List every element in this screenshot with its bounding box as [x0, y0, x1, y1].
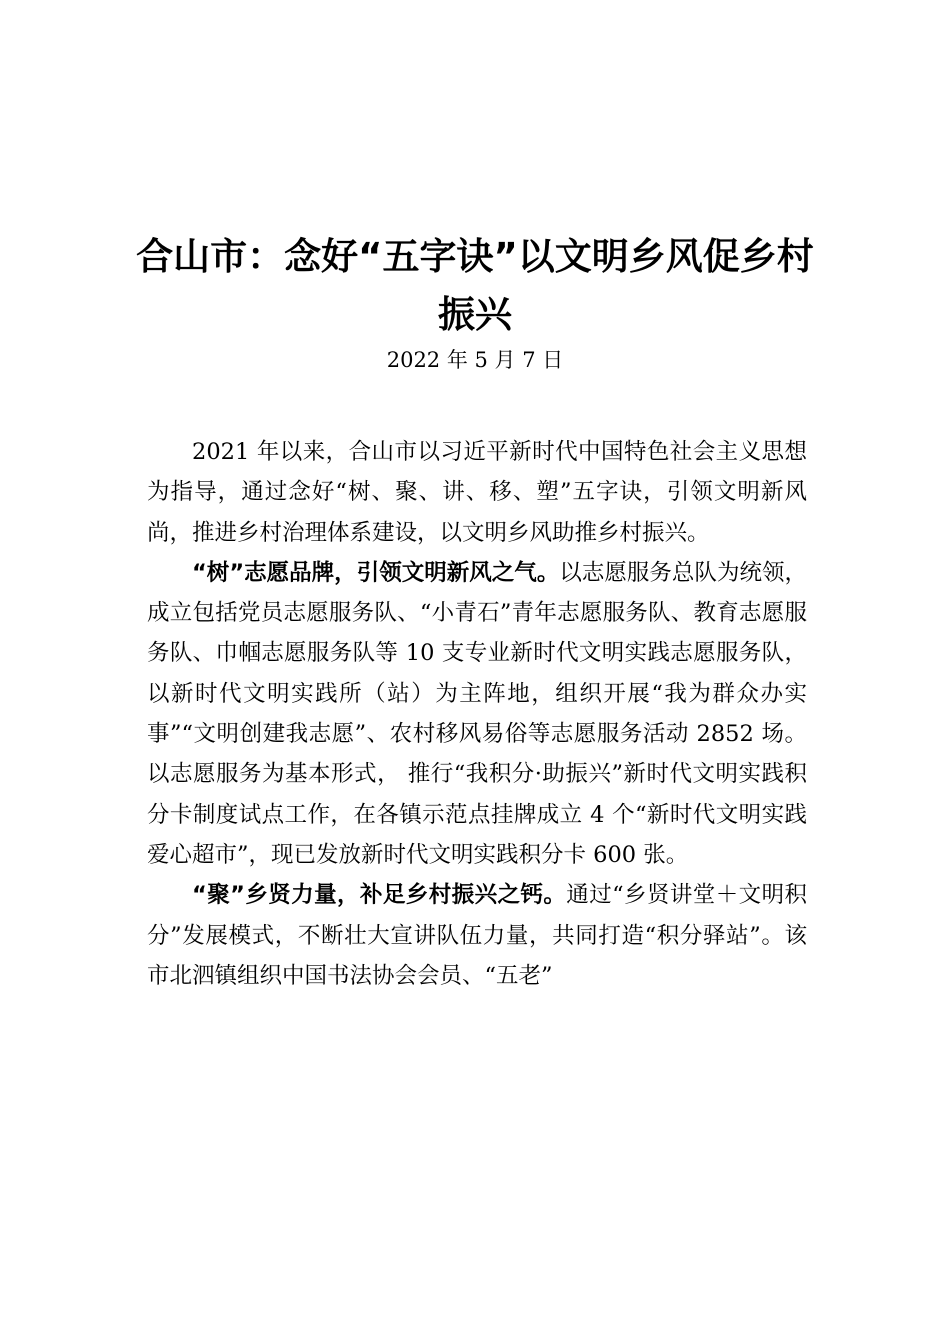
paragraph-text: 通过“乡贤讲堂＋文明积分”发展模式，不断壮大宣讲队伍力量，共同打造“积分驿站”。该市北泗镇组织中国书法协会会员、“五老”: [147, 882, 807, 989]
paragraph-text: 以志愿服务总队为统领，成立包括党员志愿服务队、“小青石”青年志愿服务队、教育志愿服务队、巾帼志愿服务队等 10 支专业新时代文明实践志愿服务队，以新时代文明实践所（站）为主阵地，组织开展“我为群众办实事”“文明创建我志愿”、农村移风易俗等志愿服务活动 2852 场。以志愿服务为基本形式， 推行“我积分·助振兴”新时代文明实践积分卡制度试点工作，在各镇示范点挂牌成立 4 个“新时代文明实践爱心超市”，现已发放新时代文明实践积分卡 600 张。: [147, 559, 807, 868]
publish-date: 2022 年 5 月 7 日: [386, 348, 564, 372]
document-title: 合山市：念好“五字诀”以文明乡风促乡村振兴: [136, 235, 814, 336]
paragraph-volunteer: [147, 553, 807, 875]
paragraph-heading: “树”志愿品牌，引领文明新风之气。: [192, 559, 560, 586]
article-body: [147, 432, 807, 996]
paragraph-heading: “聚”乡贤力量，补足乡村振兴之钙。: [192, 882, 567, 909]
paragraph-intro: [147, 432, 807, 553]
paragraph-text: 2021 年以来，合山市以习近平新时代中国特色社会主义思想为指导，通过念好“树、聚、讲、移、塑”五字诀，引领文明新风尚，推进乡村治理体系建设，以文明乡风助推乡村振兴。: [147, 439, 807, 546]
paragraph-sages: [147, 875, 807, 996]
